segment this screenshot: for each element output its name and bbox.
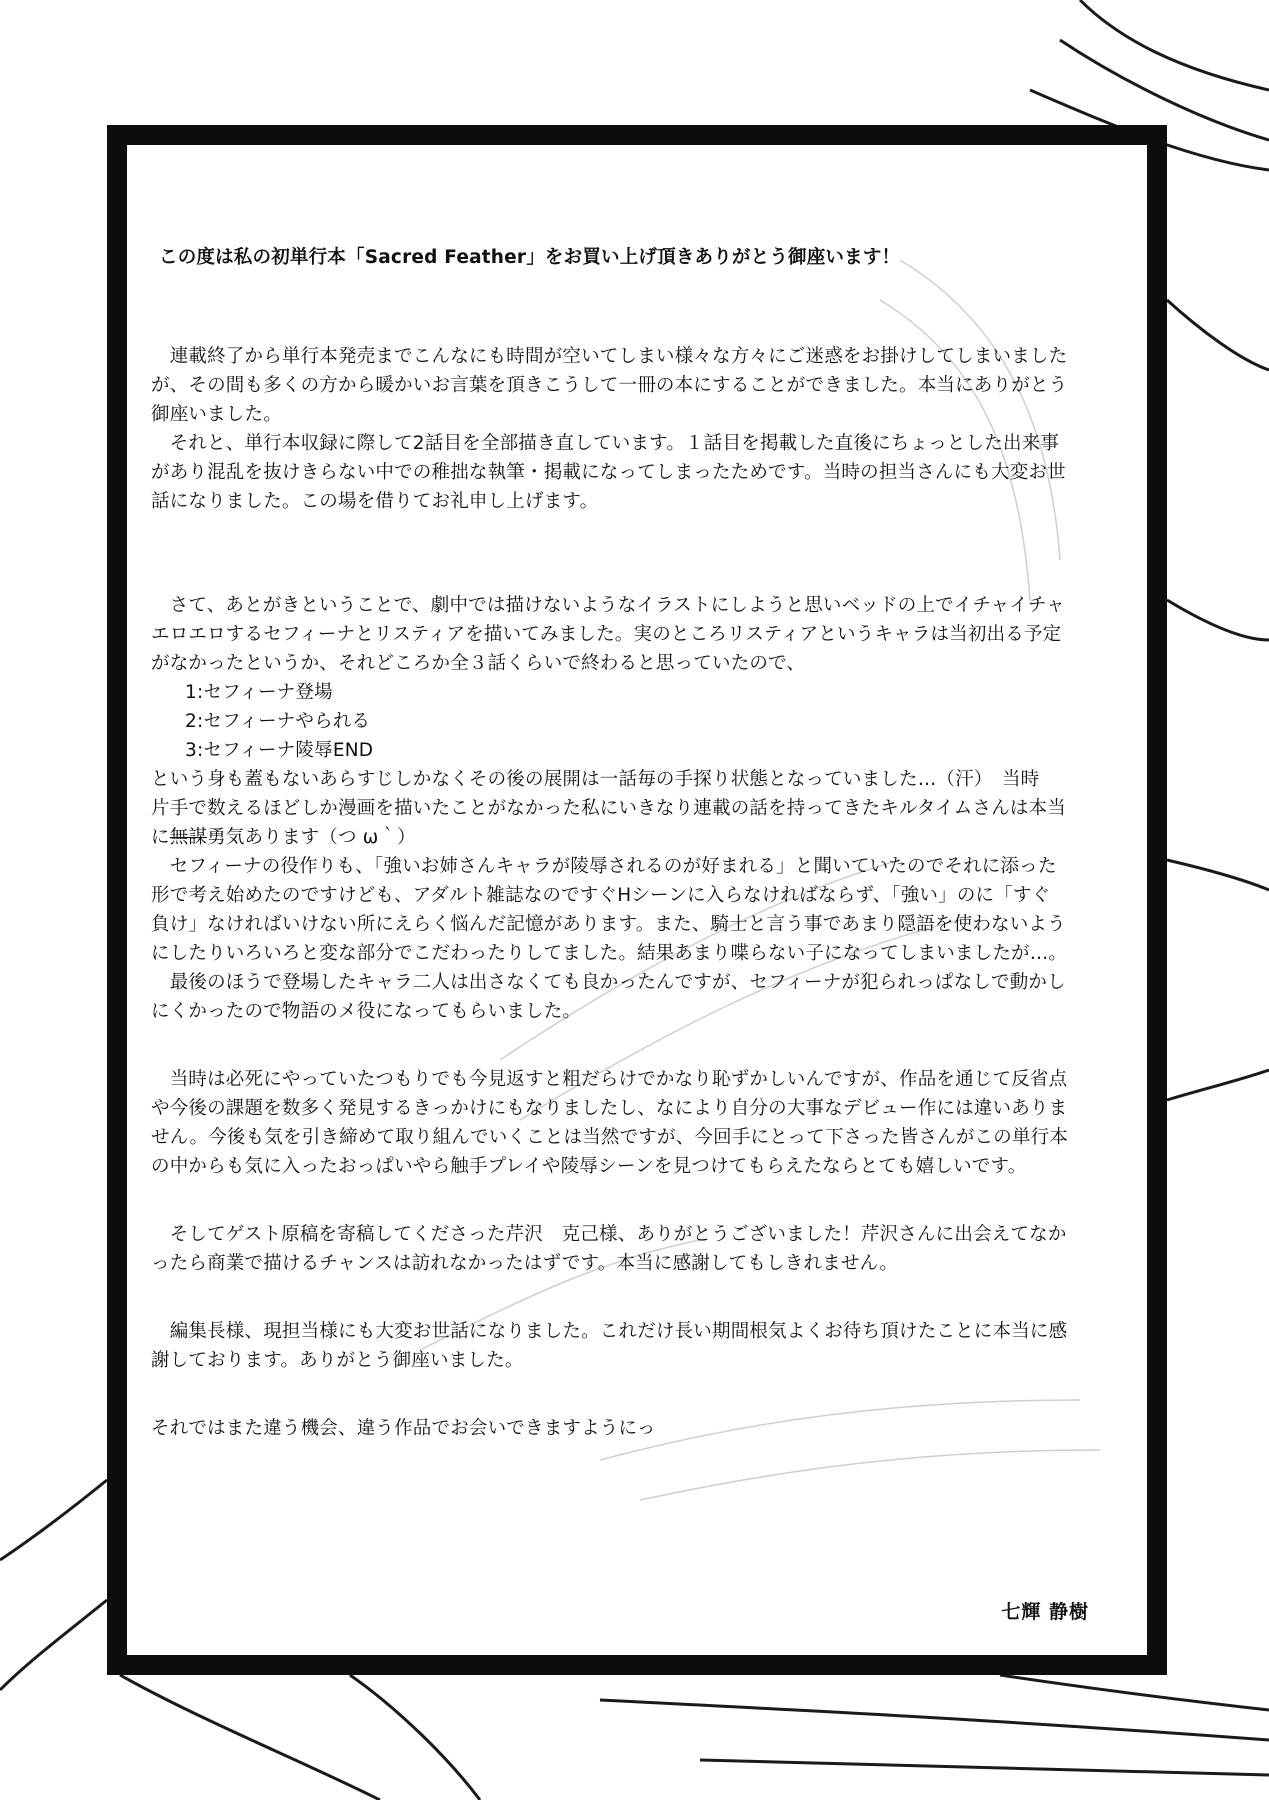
art-stroke	[1167, 860, 1269, 890]
text-line: の中からも気に入ったおっぱいやら触手プレイや陵辱シーンを見つけてもらえたならとても嬉しいです。	[151, 1156, 1027, 1177]
text-line: 御座いました。	[151, 404, 282, 425]
text-line: が、その間も多くの方から暖かいお言葉を頂きこうして一冊の本にすることができました。本当にありがとう	[151, 375, 1068, 396]
text-line: セフィーナの役作りも、「強いお姉さんキャラが陵辱されるのが好まれる」と聞いていたのでそれに添った	[151, 856, 1057, 877]
plot-list-item: 1:セフィーナ登場	[185, 682, 333, 703]
text-line: エロエロするセフィーナとリスティアを描いてみました。実のところリスティアというキャラは当初出る予定	[151, 624, 1062, 645]
art-stroke	[350, 1675, 480, 1800]
text-line: 編集長様、現担当様にも大変お世話になりました。これだけ長い期間根気よくお待ち頂けたことに本当に感	[151, 1321, 1068, 1342]
text-fragment: 勇気あります（つ ω｀）	[207, 827, 416, 848]
art-stroke	[600, 1700, 1269, 1740]
text-line: 片手で数えるほどしか漫画を描いたことがなかった私にいきなり連載の話を持ってきたキルタイムさんは本当	[151, 798, 1067, 819]
closing-line: それではまた違う機会、違う作品でお会いできますようにっ	[151, 1418, 656, 1439]
art-stroke	[1080, 0, 1269, 90]
plot-list-item: 3:セフィーナ陵辱END	[185, 740, 374, 761]
text-line: や今後の課題を数多く発見するきっかけにもなりましたし、なにより自分の大事なデビュー作には違いありま	[151, 1098, 1068, 1119]
text-line: 当時は必死にやっていたつもりでも今見返すと粗だらけでかなり恥ずかしいんですが、作品を通じて反省点	[151, 1069, 1068, 1090]
text-line: それと、単行本収録に際して2話目を全部描き直しています。１話目を掲載した直後にちょっとした出来事	[151, 433, 1060, 454]
text-line: 負け」なければいけない所にえらく悩んだ記憶があります。また、騎士と言う事であまり隠語を使わないよう	[151, 914, 1066, 935]
text-line: という身も蓋もないあらすじしかなくその後の展開は一話毎の手探り状態となっていました…（汗） 当時	[151, 769, 1040, 790]
afterword-title-line: この度は私の初単行本「Sacred Feather」をお買い上げ頂きありがとう御座います！	[159, 247, 901, 268]
text-line: そしてゲスト原稿を寄稿してくださった芹沢 克己様、ありがとうございました！芹沢さんに出会えてなか	[151, 1224, 1067, 1245]
art-stroke	[1167, 300, 1269, 370]
text-fragment: に	[151, 827, 170, 848]
art-stroke	[0, 1600, 107, 1690]
text-line: さて、あとがきということで、劇中では描けないようなイラストにしようと思いベッドの上でイチャイチャ	[151, 595, 1065, 616]
art-stroke	[700, 1760, 1269, 1775]
text-line: ったら商業で描けるチャンスは訪れなかったはずです。本当に感謝してもしきれません。	[151, 1253, 899, 1274]
text-line: 謝しております。ありがとう御座いました。	[151, 1350, 524, 1371]
text-line: 最後のほうで登場したキャラ二人は出さなくても良かったんですが、セフィーナが犯られっぱなしで動かし	[151, 972, 1066, 993]
art-stroke	[1000, 1675, 1269, 1710]
art-stroke	[0, 1480, 107, 1560]
art-stroke	[1167, 600, 1269, 640]
afterword-text-area	[127, 145, 1147, 1655]
text-line: にくかったので物語のメ役になってもらいました。	[151, 1001, 582, 1022]
afterword-frame	[107, 125, 1167, 1675]
text-line: せん。今後も気を引き締めて取り組んでいくことは当然ですが、今回手にとって下さった皆さんがこの単行本	[151, 1127, 1069, 1148]
text-line: 連載終了から単行本発売までこんなにも時間が空いてしまい様々な方々にご迷惑をお掛けしてしまいました	[151, 346, 1068, 367]
text-line-with-strike	[151, 825, 1117, 851]
author-signature: 七輝 静樹	[1001, 1601, 1089, 1623]
plot-list-item: 2:セフィーナやられる	[185, 711, 371, 732]
art-stroke	[120, 1675, 380, 1800]
art-stroke	[1167, 1070, 1269, 1100]
text-line: 形で考え始めたのですけども、アダルト雑誌なのですぐHシーンに入らなければならず、「強い」のに「すぐ	[151, 885, 1051, 906]
text-line: にしたりいろいろと変な部分でこだわったりしてました。結果あまり喋らない子になってしまいましたが…。	[151, 943, 1068, 964]
text-line: がなかったというか、それどころか全３話くらいで終わると思っていたので、	[151, 653, 806, 674]
text-line: 話になりました。この場を借りてお礼申し上げます。	[151, 491, 599, 512]
struck-text: 無謀	[169, 827, 208, 848]
text-line: があり混乱を抜けきらない中での稚拙な執筆・掲載になってしまったためです。当時の担当さんにも大変お世	[151, 462, 1066, 483]
